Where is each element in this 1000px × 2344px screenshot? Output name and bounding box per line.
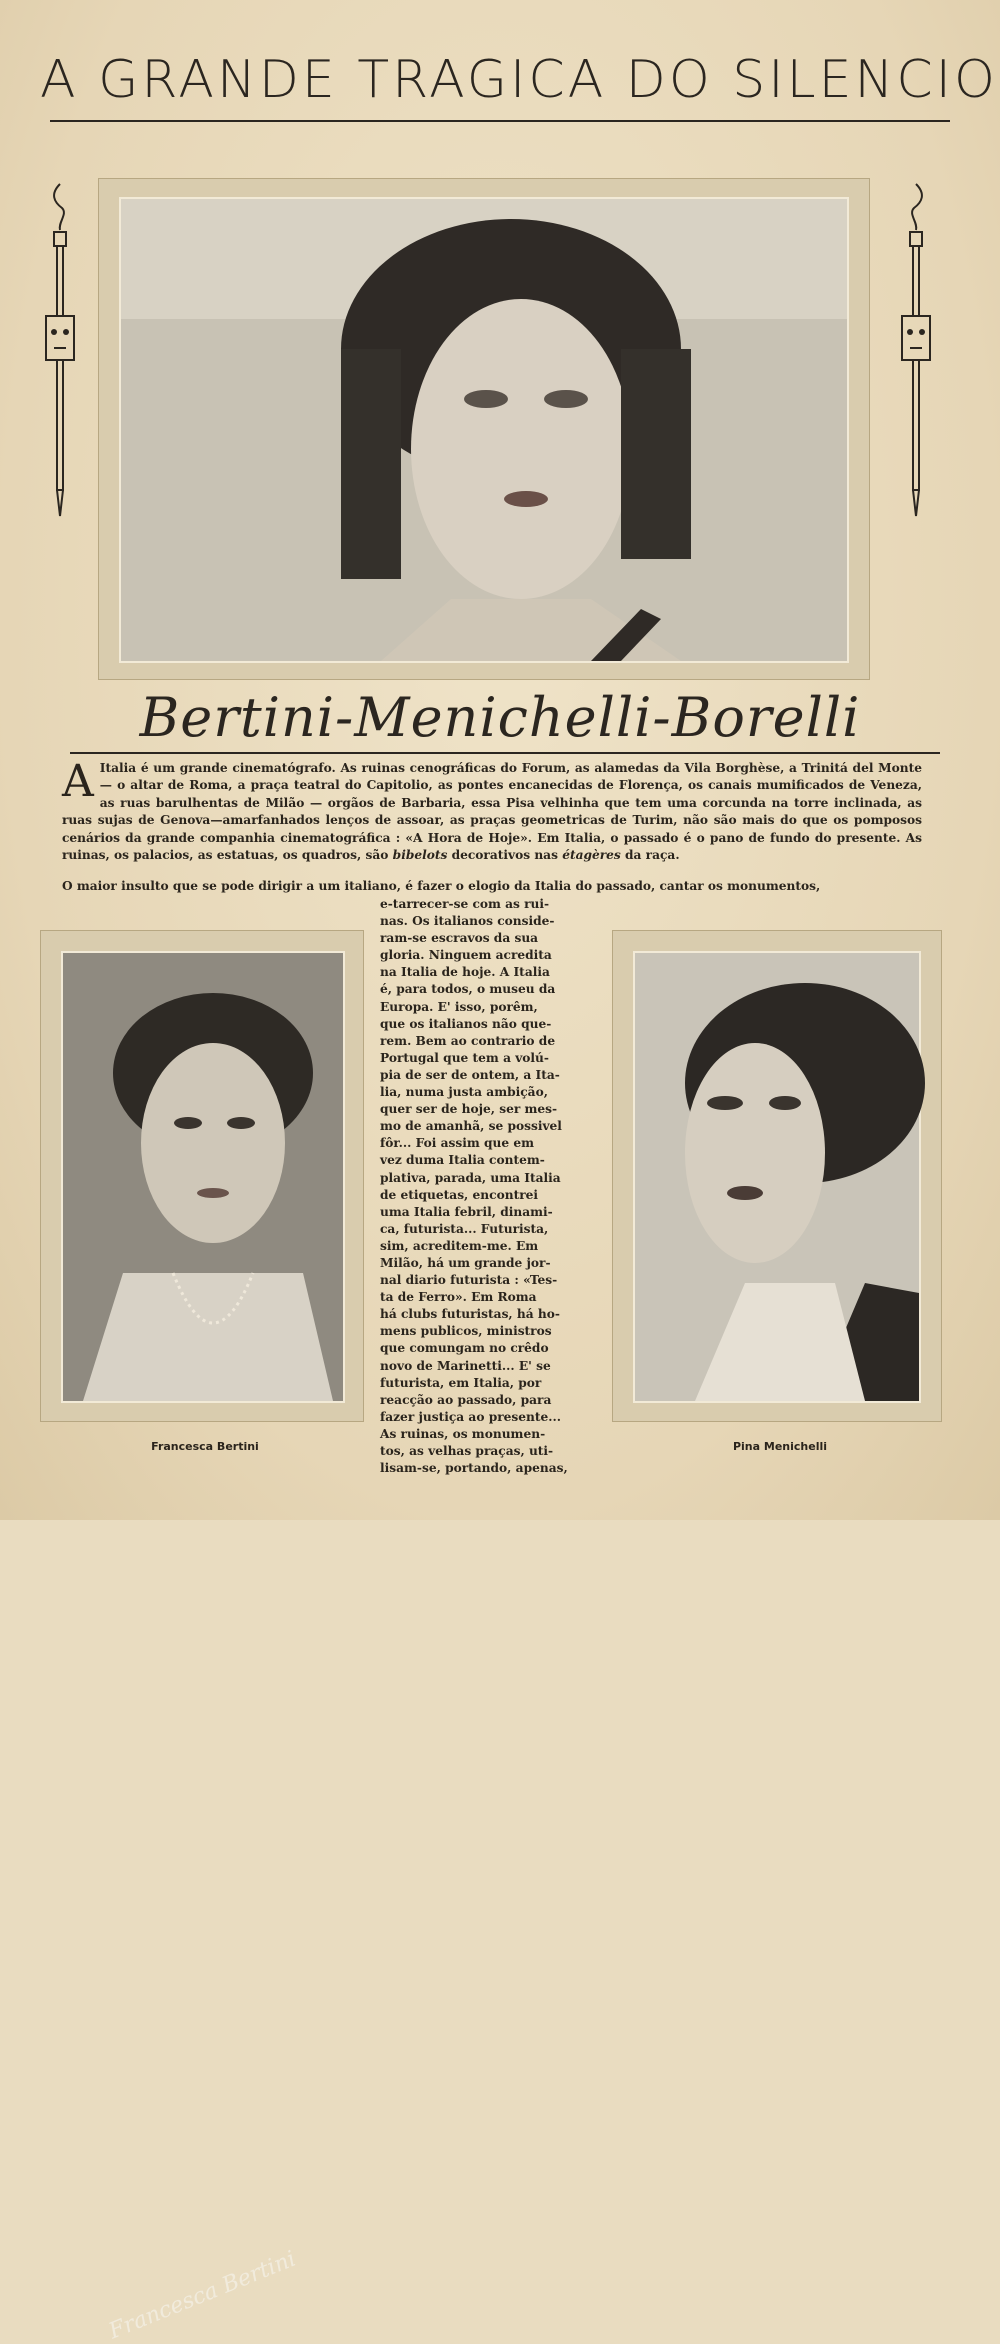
column-line: nal diario futurista : «Tes- <box>380 1273 558 1288</box>
column-line: reacção ao passado, para <box>380 1392 552 1407</box>
column-line: fôr... Foi assim que em <box>380 1136 535 1151</box>
intro-paragraph <box>62 756 922 864</box>
column-line: nas. Os italianos conside- <box>380 914 555 929</box>
portrait-photo-right <box>633 951 921 1403</box>
center-text-column <box>380 896 590 1477</box>
second-paragraph-lead: O maior insulto que se pode dirigir a um italiano, é fazer o elogio da Italia do passado, cantar os monumentos, <box>62 879 821 893</box>
column-line: quer ser de hoje, ser mes- <box>380 1102 558 1117</box>
column-line: mo de amanhã, se possivel <box>380 1119 562 1134</box>
intro-dropcap: A <box>62 756 94 807</box>
column-line: na Italia de hoje. A Italia <box>380 965 550 980</box>
column-line: Europa. E' isso, porêm, <box>380 999 538 1014</box>
headline-rule <box>70 752 940 754</box>
portrait-photo-main <box>119 197 849 663</box>
column-line: vez duma Italia contem- <box>380 1153 545 1168</box>
caption-right: Pina Menichelli <box>732 1440 828 1453</box>
column-line: ca, futurista... Futurista, <box>380 1221 549 1236</box>
column-line: ta de Ferro». Em Roma <box>380 1290 537 1305</box>
masthead-title: A GRANDE TRAGICA DO SILENCIO <box>40 50 998 110</box>
column-line: e-tarrecer-se com as rui- <box>380 897 550 911</box>
portrait-illustration-main <box>121 199 847 661</box>
column-line: que os italianos não que- <box>380 1016 552 1031</box>
column-line: rem. Bem ao contrario de <box>380 1033 556 1048</box>
column-line: mens publicos, ministros <box>380 1324 552 1339</box>
photo-signature: Francesca Bertini <box>105 2246 300 2344</box>
right-photo-frame <box>612 930 942 1422</box>
headline: Bertini-Menichelli-Borelli <box>139 686 861 749</box>
column-line: As ruinas, os monumen- <box>380 1426 546 1441</box>
masthead-rule <box>50 120 950 122</box>
portrait-illustration-left <box>63 953 343 1401</box>
main-photo-frame <box>98 178 870 680</box>
intro-text-2: decorativos nas <box>447 848 563 863</box>
column-line: ram-se escravos da sua <box>380 931 539 946</box>
caption-left: Francesca Bertini <box>151 1440 259 1453</box>
left-photo-frame <box>40 930 364 2344</box>
intro-em-1: bibelots <box>392 848 448 863</box>
intro-text-3: da raça. <box>620 848 680 863</box>
column-line: que comungam no crêdo <box>380 1341 549 1356</box>
column-line: novo de Marinetti... E' se <box>380 1358 551 1373</box>
column-line: Milão, há um grande jor- <box>380 1255 551 1270</box>
column-line: Portugal que tem a volú- <box>380 1050 549 1065</box>
column-line: tos, as velhas praças, uti- <box>380 1444 554 1458</box>
torch-ornament-left <box>40 180 80 520</box>
column-line: há clubs futuristas, há ho- <box>380 1307 560 1322</box>
intro-em-2: étagères <box>562 848 621 863</box>
column-line: é, para todos, o museu da <box>380 982 556 997</box>
column-line: uma Italia febril, dinami- <box>380 1204 553 1219</box>
column-line: de etiquetas, encontrei <box>380 1187 539 1202</box>
column-line: pia de ser de ontem, a Ita- <box>380 1067 560 1082</box>
portrait-photo-left <box>61 951 345 2344</box>
column-line: fazer justiça ao presente... <box>380 1409 561 1424</box>
torch-ornament-right <box>896 180 936 520</box>
masthead <box>40 42 998 162</box>
portrait-illustration-right <box>635 953 919 1401</box>
column-line: sim, acreditem-me. Em <box>380 1238 539 1253</box>
column-line: futurista, em Italia, por <box>380 1375 542 1390</box>
column-line: lisam-se, portando, apenas, <box>380 1461 568 1476</box>
column-line: gloria. Ninguem acredita <box>380 948 552 963</box>
column-line: lia, numa justa ambição, <box>380 1085 548 1100</box>
column-line: plativa, parada, uma Italia <box>380 1170 561 1185</box>
intro-text-1: Italia é um grande cinematógrafo. As ruinas cenográficas do Forum, as alamedas da Vila Borghèse, a Trinitá del Monte — o altar de Roma, a praça teatral do Capitolio, as pontes encanecidas de Florença, os canais mumificados de Veneza, as ruas barulhentas de Milão — orgãos de Barbaria, essa Pisa velhinha que tem uma corcunda na torre inclinada, as ruas sujas de Genova—amarfanhados lenços de assoar, as praças geometricas de Turim, não são mais do que os pomposos cenários da grande companhia cinematográfica : «A Hora de Hoje». Em Italia, o passado é o pano de fundo do presente. As ruinas, os palacios, as estatuas, os quadros, são <box>62 761 922 863</box>
